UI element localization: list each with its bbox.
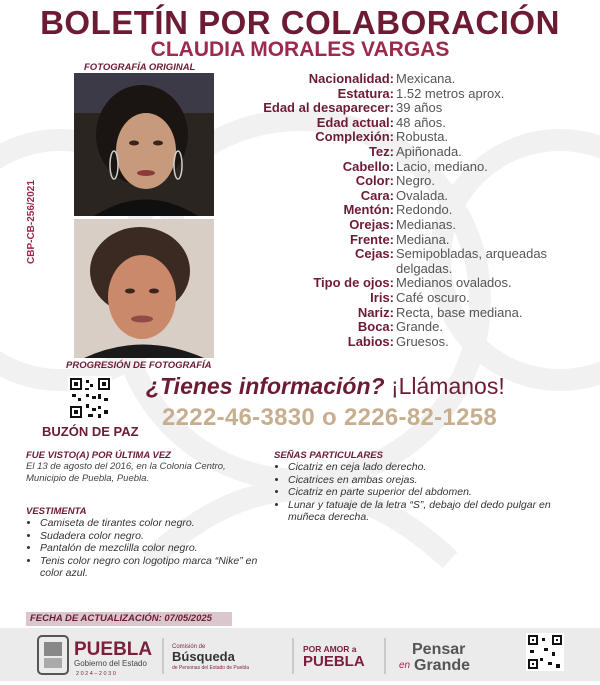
- phone-numbers[interactable]: 2222-46-3830 o 2226-82-1258: [162, 404, 498, 431]
- call-text: ¡Llámanos!: [384, 373, 505, 399]
- marks-section: [274, 450, 574, 524]
- fact-value: Redondo.: [396, 202, 453, 218]
- footer-bar: [0, 628, 600, 681]
- fact-label: Nacionalidad:: [308, 71, 394, 86]
- fact-row: [232, 203, 592, 218]
- por-amor-text: POR AMOR a: [303, 644, 357, 654]
- fact-row: [232, 247, 592, 276]
- clothing-list: [26, 517, 276, 580]
- fact-label: Boca:: [357, 319, 394, 335]
- fact-row: [232, 189, 592, 204]
- fact-value: Negro.: [396, 173, 436, 189]
- en-text: en: [399, 660, 411, 671]
- fact-label: Edad al desaparecer:: [263, 100, 394, 116]
- busqueda-text: Búsqueda: [172, 649, 235, 664]
- fact-label: Complexión:: [315, 129, 394, 145]
- fact-value: 48 años.: [396, 114, 446, 130]
- fact-label: Edad actual:: [316, 114, 394, 130]
- case-id-text: CBP-CB-256/2021: [26, 180, 37, 264]
- clothing-section: [26, 506, 276, 580]
- last-seen-section: [26, 450, 256, 485]
- fact-value: Medianos ovalados.: [396, 275, 512, 291]
- fact-value: Lacio, mediano.: [396, 158, 488, 174]
- fact-row: [232, 130, 592, 145]
- fact-row: [232, 160, 592, 175]
- clothing-item: • Camiseta de tirantes color negro.: [40, 517, 276, 530]
- last-seen-text: El 13 de agosto del 2016, en la Colonia Centro, Municipio de Puebla, Puebla.: [26, 461, 226, 484]
- fact-label: Labios:: [347, 333, 394, 349]
- clothing-heading: VESTIMENTA: [26, 506, 87, 517]
- fact-value: Apiñonada.: [396, 143, 462, 159]
- fact-row: [232, 101, 592, 116]
- bulletin-title: BOLETÍN POR COLABORACIÓN: [40, 4, 560, 41]
- fact-value: Mexicana.: [396, 71, 456, 86]
- fact-value: Robusta.: [396, 129, 449, 145]
- fact-row: [232, 87, 592, 102]
- fact-label: Iris:: [370, 289, 394, 305]
- marks-item: • Cicatrices en ambas orejas.: [288, 474, 574, 487]
- years-text: 2 0 2 4 – 2 0 3 0: [76, 671, 116, 677]
- fact-label: Estatura:: [337, 85, 394, 101]
- fact-label: Orejas:: [349, 216, 394, 232]
- puebla-secondary-text: PUEBLA: [303, 653, 365, 670]
- last-seen-heading: FUE VISTO(A) POR ÚLTIMA VEZ: [26, 450, 171, 461]
- puebla-logo-text: PUEBLA: [74, 639, 153, 660]
- original-photo-label: FOTOGRAFÍA ORIGINAL: [84, 62, 196, 73]
- buzon-de-paz-label: BUZÓN DE PAZ: [42, 424, 139, 439]
- progression-photo: [74, 219, 214, 358]
- marks-heading: SEÑAS PARTICULARES: [274, 450, 383, 461]
- fact-row: [232, 116, 592, 131]
- description-list: [232, 72, 592, 349]
- clothing-item: • Sudadera color negro.: [40, 530, 276, 543]
- fact-value: Ovalada.: [396, 187, 449, 203]
- fact-row: [232, 145, 592, 160]
- buzon-qr-code[interactable]: [68, 376, 112, 420]
- gobierno-text: Gobierno del Estado: [74, 659, 147, 668]
- fact-row: [232, 335, 592, 350]
- marks-item: • Cicatriz en ceja lado derecho.: [288, 461, 574, 474]
- clothing-item: • Pantalón de mezclilla color negro.: [40, 542, 276, 555]
- fact-label: Nariz:: [357, 304, 394, 320]
- marks-item: • Cicatriz en parte superior del abdomen.: [288, 486, 574, 499]
- fact-label: Color:: [355, 173, 394, 189]
- fact-value: 1.52 metros aprox.: [396, 85, 505, 101]
- information-prompt: [146, 373, 505, 400]
- marks-list: [274, 461, 574, 524]
- question-text: ¿Tienes información?: [146, 373, 385, 399]
- pensar-text: Pensar: [412, 641, 466, 658]
- fact-value: Grande.: [396, 319, 443, 335]
- fact-value: Semipobladas, arqueadas delgadas.: [396, 246, 548, 276]
- fact-value: Recta, base mediana.: [396, 304, 523, 320]
- fact-row: [232, 233, 592, 248]
- comision-text: Comisión de: [172, 644, 206, 650]
- fact-row: [232, 276, 592, 291]
- fact-row: [232, 174, 592, 189]
- grande-text: Grande: [414, 657, 471, 674]
- fact-label: Cejas:: [354, 246, 394, 262]
- fact-value: 39 años: [396, 100, 443, 116]
- fact-value: Mediana.: [396, 231, 450, 247]
- update-date: FECHA DE ACTUALIZACIÓN: 07/05/2025: [26, 612, 232, 626]
- fact-value: Café oscuro.: [396, 289, 470, 305]
- fact-row: [232, 218, 592, 233]
- fact-label: Tez:: [368, 143, 394, 159]
- progression-photo-label: PROGRESIÓN DE FOTOGRAFÍA: [66, 360, 212, 371]
- coat-of-arms-icon: [38, 636, 68, 674]
- personas-text: de Personas del Estado de Puebla: [172, 665, 249, 671]
- fact-row: [232, 306, 592, 321]
- fact-label: Tipo de ojos:: [313, 275, 394, 291]
- original-photo: [74, 73, 214, 216]
- footer-qr-code-icon: [526, 633, 564, 671]
- fact-row: [232, 291, 592, 306]
- fact-value: Medianas.: [396, 216, 456, 232]
- fact-row: [232, 72, 592, 87]
- fact-value: Gruesos.: [396, 333, 449, 349]
- fact-label: Mentón:: [343, 202, 394, 218]
- footer-logos: [0, 628, 600, 681]
- fact-row: [232, 320, 592, 335]
- fact-label: Cabello:: [342, 158, 394, 174]
- missing-person-name: CLAUDIA MORALES VARGAS: [150, 38, 450, 61]
- marks-item: • Lunar y tatuaje de la letra “S”, debajo del dedo pulgar en muñeca derecha.: [288, 499, 574, 524]
- fact-label: Frente:: [349, 231, 394, 247]
- fact-label: Cara:: [360, 187, 394, 203]
- case-id: [14, 160, 44, 270]
- clothing-item: • Tenis color negro con logotipo marca “Nike” en color azul.: [40, 555, 276, 580]
